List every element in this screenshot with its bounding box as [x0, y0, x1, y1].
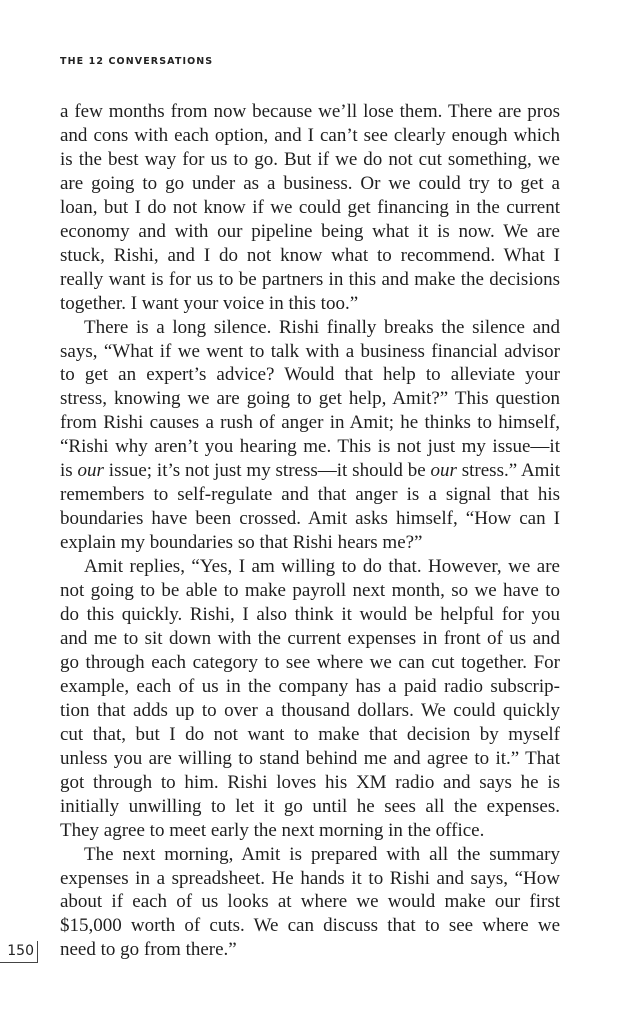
text-line: and me to sit down with the current expenses in front of us and	[60, 627, 560, 649]
text-line: stress, knowing we are going to get help, Amit?” This question	[60, 388, 560, 410]
paragraph	[60, 555, 560, 842]
body-text	[60, 100, 560, 962]
text-line: boundaries have been crossed. Amit asks himself, “How can I	[60, 508, 560, 530]
text-line: There is a long silence. Rishi finally breaks the silence and	[84, 316, 560, 338]
text-line: $15,000 worth of cuts. We can discuss that to see where we	[60, 915, 560, 937]
text-line: tion that adds up to over a thousand dollars. We could quickly	[60, 699, 560, 721]
text-line: explain my boundaries so that Rishi hears me?”	[60, 532, 423, 554]
text-line: to get an expert’s advice? Would that help to alleviate your	[60, 364, 560, 386]
running-head: THE 12 CONVERSATIONS	[60, 56, 214, 67]
text-line: unless you are willing to stand behind me and agree to it.” That	[60, 747, 560, 769]
text-line: economy and with our pipeline being what it is now. We are	[60, 220, 560, 242]
text-line: not going to be able to make payroll next month, so we have to	[60, 580, 560, 602]
emphasis: our	[77, 460, 104, 482]
text-line: says, “What if we went to talk with a business financial advisor	[60, 340, 560, 362]
text-line: cut that, but I do not want to make that decision by myself	[60, 723, 560, 745]
text-line: from Rishi causes a rush of anger in Amit; he thinks to himself,	[60, 412, 560, 434]
text-line: loan, but I do not know if we could get financing in the current	[60, 196, 560, 218]
text-line: together. I want your voice in this too.”	[60, 292, 359, 314]
text-line	[60, 459, 560, 483]
text-line: Amit replies, “Yes, I am willing to do that. However, we are	[84, 556, 560, 578]
text-line: need to go from there.”	[60, 939, 237, 961]
text-line: They agree to meet early the next morning in the office.	[60, 819, 485, 841]
text-line: initially unwilling to let it go until he sees all the expenses.	[60, 795, 560, 817]
text-line: got through to him. Rishi loves his XM radio and says he is	[60, 771, 560, 793]
paragraph	[60, 316, 560, 556]
paragraph	[60, 100, 560, 316]
text-line: stuck, Rishi, and I do not know what to recommend. What I	[60, 244, 560, 266]
text-segment: is	[60, 460, 78, 482]
text-line: do this quickly. Rishi, I also think it would be helpful for you	[60, 604, 560, 626]
text-line: are going to go under as a business. Or we could try to get a	[60, 172, 560, 194]
text-segment: issue; it’s not just my stress—it should be	[103, 460, 431, 482]
text-line: expenses in a spreadsheet. He hands it to Rishi and says, “How	[60, 867, 560, 889]
text-line: go through each category to see where we can cut together. For	[60, 651, 560, 673]
text-line: is the best way for us to go. But if we do not cut something, we	[60, 148, 560, 170]
text-line: really want is for us to be partners in this and make the decisions	[60, 268, 560, 290]
text-segment: stress.” Amit	[456, 460, 560, 482]
text-line: remembers to self-regulate and that anger is a signal that his	[60, 484, 560, 506]
text-line: The next morning, Amit is prepared with all the summary	[84, 843, 560, 865]
text-line: example, each of us in the company has a paid radio subscrip-	[60, 675, 560, 697]
text-line: about if each of us looks at where we would make our first	[60, 891, 560, 913]
emphasis: our	[430, 460, 457, 482]
paragraph	[60, 843, 560, 963]
text-line: “Rishi why aren’t you hearing me. This is not just my issue—it	[60, 436, 560, 458]
text-line: a few months from now because we’ll lose them. There are pros	[60, 101, 560, 122]
text-line: and cons with each option, and I can’t see clearly enough which	[60, 124, 560, 146]
page-number: 150	[0, 941, 38, 963]
